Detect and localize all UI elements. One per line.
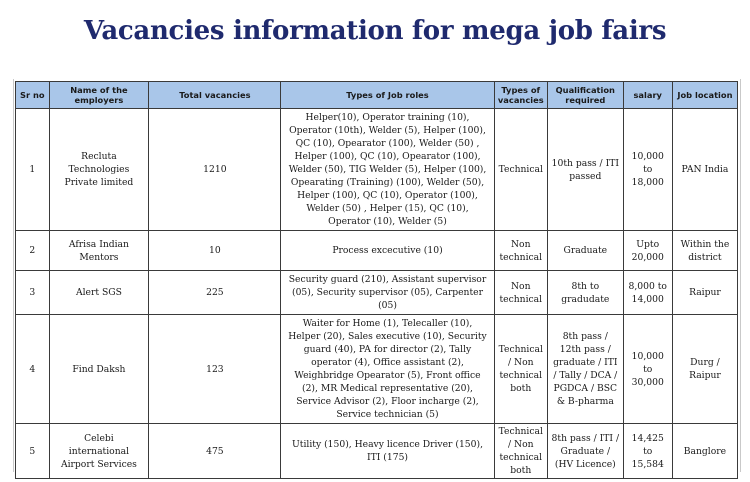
cell-employer: Alert SGS [49,271,149,315]
table-row [16,315,738,424]
cell-job-location: PAN India [672,109,737,231]
cell-total-vacancies: 475 [149,424,281,479]
header-job-roles: Types of Job roles [281,82,494,109]
cell-job-roles: Security guard (210), Assistant supervisor (05), Security supervisor (05), Carpenter (05) [281,271,494,315]
cell-job-roles: Waiter for Home (1), Telecaller (10), Helper (20), Sales executive (10), Security guard (40), PA for director (2), Tally operator (4), Office assistant (2), Weighbridge Opearator (5), Front office (2), MR Medical representative (20), Service Advisor (2), Floor incharge (2), Service technician (5) [281,315,494,424]
cell-qualification: 8th pass / 12th pass / graduate / ITI / Tally / DCA / PGDCA / BSC & B-pharma [548,315,624,424]
cell-sr-no: 5 [16,424,50,479]
cell-job-roles: Utility (150), Heavy licence Driver (150), ITI (175) [281,424,494,479]
header-job-location: Job location [672,82,737,109]
cell-job-location: Within the district [672,231,737,271]
cell-job-location: Banglore [672,424,737,479]
cell-salary: 14,425 to 15,584 [623,424,672,479]
cell-job-roles: Process excecutive (10) [281,231,494,271]
cell-vacancy-type: Technical / Non technical both [494,424,548,479]
cell-sr-no: 2 [16,231,50,271]
header-vacancy-type: Types of vacancies [494,82,548,109]
cell-salary: 8,000 to 14,000 [623,271,672,315]
cell-job-location: Durg / Raipur [672,315,737,424]
cell-total-vacancies: 10 [149,231,281,271]
cell-vacancy-type: Technical [494,109,548,231]
table-row [16,271,738,315]
cell-salary: 10,000 to 30,000 [623,315,672,424]
cell-qualification: 8th pass / ITI / Graduate / (HV Licence) [548,424,624,479]
cell-job-location: Raipur [672,271,737,315]
table-row [16,109,738,231]
cell-vacancy-type: Technical / Non technical both [494,315,548,424]
header-qualification: Qualification required [548,82,624,109]
page-title: Vacancies information for mega job fairs [83,16,667,46]
cell-employer: Afrisa Indian Mentors [49,231,149,271]
cell-qualification: Graduate [548,231,624,271]
table-row [16,424,738,479]
header-total-vacancies: Total vacancies [149,82,281,109]
cell-job-roles: Helper(10), Operator training (10), Operator (10th), Welder (5), Helper (100), QC (10), Opearator (100), Welder (50) , Helper (100), QC (10), Opearator (100), Welder (50), TIG Welder (5), Helper (100), Opearating (Training) (100), Welder (50), Helper (100), QC (10), Operator (100), Welder (50) , Helper (15), QC (10), Operator (10), Welder (5) [281,109,494,231]
cell-vacancy-type: Non technical [494,231,548,271]
header-sr-no: Sr no [16,82,50,109]
vacancies-table [15,81,738,479]
table-header-row [16,82,738,109]
header-employer: Name of the employers [49,82,149,109]
cell-vacancy-type: Non technical [494,271,548,315]
cell-total-vacancies: 123 [149,315,281,424]
header-salary: salary [623,82,672,109]
cell-sr-no: 4 [16,315,50,424]
cell-qualification: 8th to gradudate [548,271,624,315]
cell-employer: Recluta Technologies Private limited [49,109,149,231]
cell-employer: Find Daksh [49,315,149,424]
cell-total-vacancies: 1210 [149,109,281,231]
cell-sr-no: 3 [16,271,50,315]
table-row [16,231,738,271]
cell-salary: Upto 20,000 [623,231,672,271]
cell-sr-no: 1 [16,109,50,231]
cell-salary: 10,000 to 18,000 [623,109,672,231]
cell-employer: Celebi international Airport Services [49,424,149,479]
cell-qualification: 10th pass / ITI passed [548,109,624,231]
cell-total-vacancies: 225 [149,271,281,315]
